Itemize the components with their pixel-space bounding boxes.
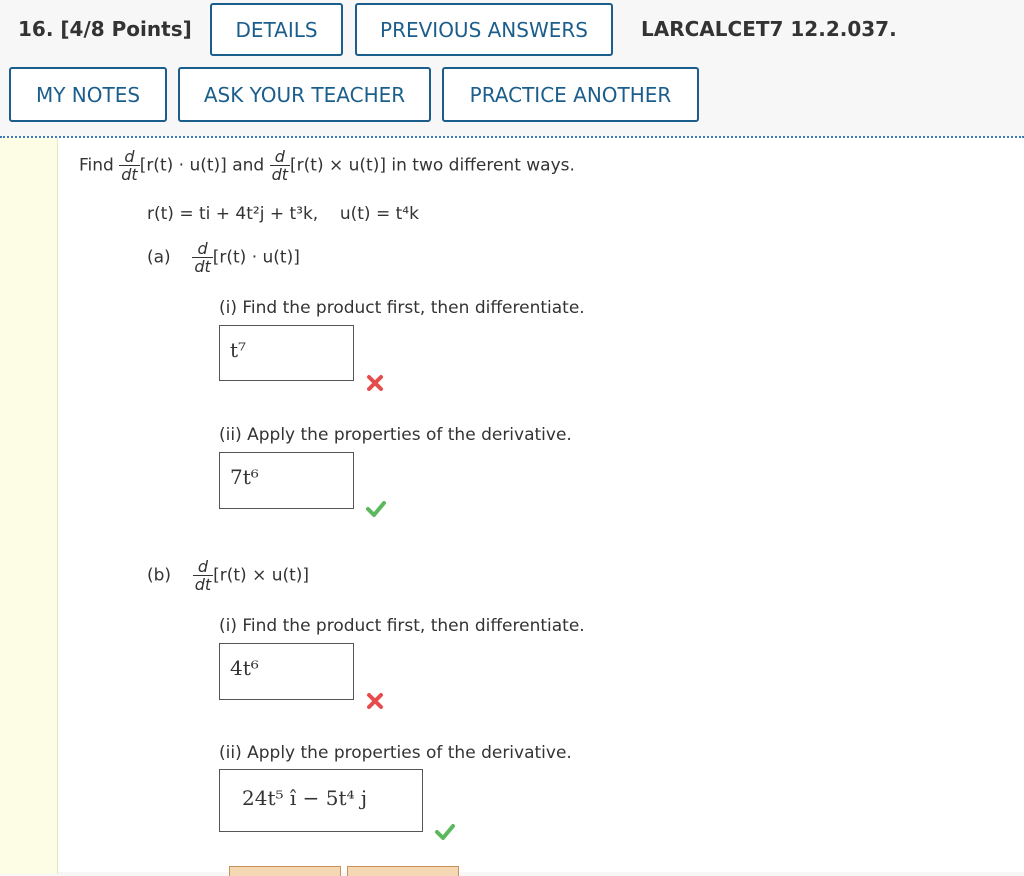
- part-b-i-answer-box[interactable]: [219, 643, 354, 700]
- dot-expression: [r(t) · u(t)]: [139, 155, 227, 176]
- details-button[interactable]: [210, 3, 343, 56]
- question-header: [18, 17, 192, 41]
- part-b-ii-answer-box[interactable]: [219, 769, 423, 832]
- part-b-ii-answer: 24t⁵ î − 5t⁴ j: [242, 786, 368, 810]
- given-r: r(t) = ti + 4t²j + t³k,: [147, 204, 319, 224]
- derivative-operator: $\frac{d}{dt}$: [194, 557, 212, 594]
- question-side-strip: [0, 138, 58, 874]
- previous-answers-label: PREVIOUS ANSWERS: [380, 17, 588, 42]
- question-body: [0, 136, 1024, 872]
- part-b-ii-prompt: (ii) Apply the properties of the derivative.: [219, 743, 572, 763]
- part-a-ii-answer-box[interactable]: [219, 452, 354, 509]
- part-b-expression: [r(t) × u(t)]: [213, 565, 310, 586]
- part-a-expression: [r(t) · u(t)]: [212, 247, 300, 268]
- points-label: [4/8 Points]: [60, 17, 192, 41]
- given-vectors: [147, 204, 419, 224]
- part-b-label: (b): [147, 565, 172, 586]
- incorrect-icon: [366, 692, 384, 714]
- save-progress-button[interactable]: [347, 866, 459, 876]
- ask-teacher-label: ASK YOUR TEACHER: [203, 82, 406, 107]
- part-a-ii-prompt: (ii) Apply the properties of the derivative.: [219, 425, 572, 445]
- find-word: Find: [79, 155, 114, 176]
- given-u: u(t) = t⁴k: [339, 204, 419, 224]
- cross-expression: [r(t) × u(t)]: [290, 155, 386, 176]
- checkmark-icon: [366, 501, 386, 521]
- practice-another-label: PRACTICE ANOTHER: [469, 82, 672, 107]
- part-a-label: (a): [147, 247, 171, 268]
- and-word: and: [232, 155, 265, 176]
- part-a-i-prompt: (i) Find the product first, then differentiate.: [219, 298, 585, 318]
- part-a-ii-answer: 7t⁶: [230, 465, 259, 489]
- derivative-operator: $\frac{d}{dt}$: [194, 239, 211, 276]
- my-notes-button[interactable]: [9, 67, 167, 122]
- prompt-tail: in two different ways.: [391, 155, 575, 176]
- part-b-i-prompt: (i) Find the product first, then differentiate.: [219, 616, 585, 636]
- ask-your-teacher-button[interactable]: [178, 67, 431, 122]
- checkmark-icon: [435, 824, 455, 844]
- question-number: 16.: [18, 17, 54, 41]
- my-notes-label: MY NOTES: [35, 82, 141, 107]
- question-prompt: [79, 148, 575, 183]
- part-b-i-answer: 4t⁶: [230, 656, 259, 680]
- derivative-operator: $\frac{d}{dt}$: [121, 147, 138, 184]
- problem-code: LARCALCET7 12.2.037.: [641, 17, 897, 41]
- submit-answer-button[interactable]: [229, 866, 341, 876]
- part-a-i-answer-box[interactable]: [219, 325, 354, 381]
- part-a-heading: [147, 240, 300, 275]
- derivative-operator: $\frac{d}{dt}$: [271, 147, 289, 184]
- part-b-heading: [147, 558, 309, 593]
- previous-answers-button[interactable]: [355, 3, 613, 56]
- part-a-i-answer: t⁷: [230, 338, 247, 362]
- practice-another-button[interactable]: [442, 67, 699, 122]
- details-button-label: DETAILS: [235, 17, 318, 42]
- incorrect-icon: [366, 374, 384, 396]
